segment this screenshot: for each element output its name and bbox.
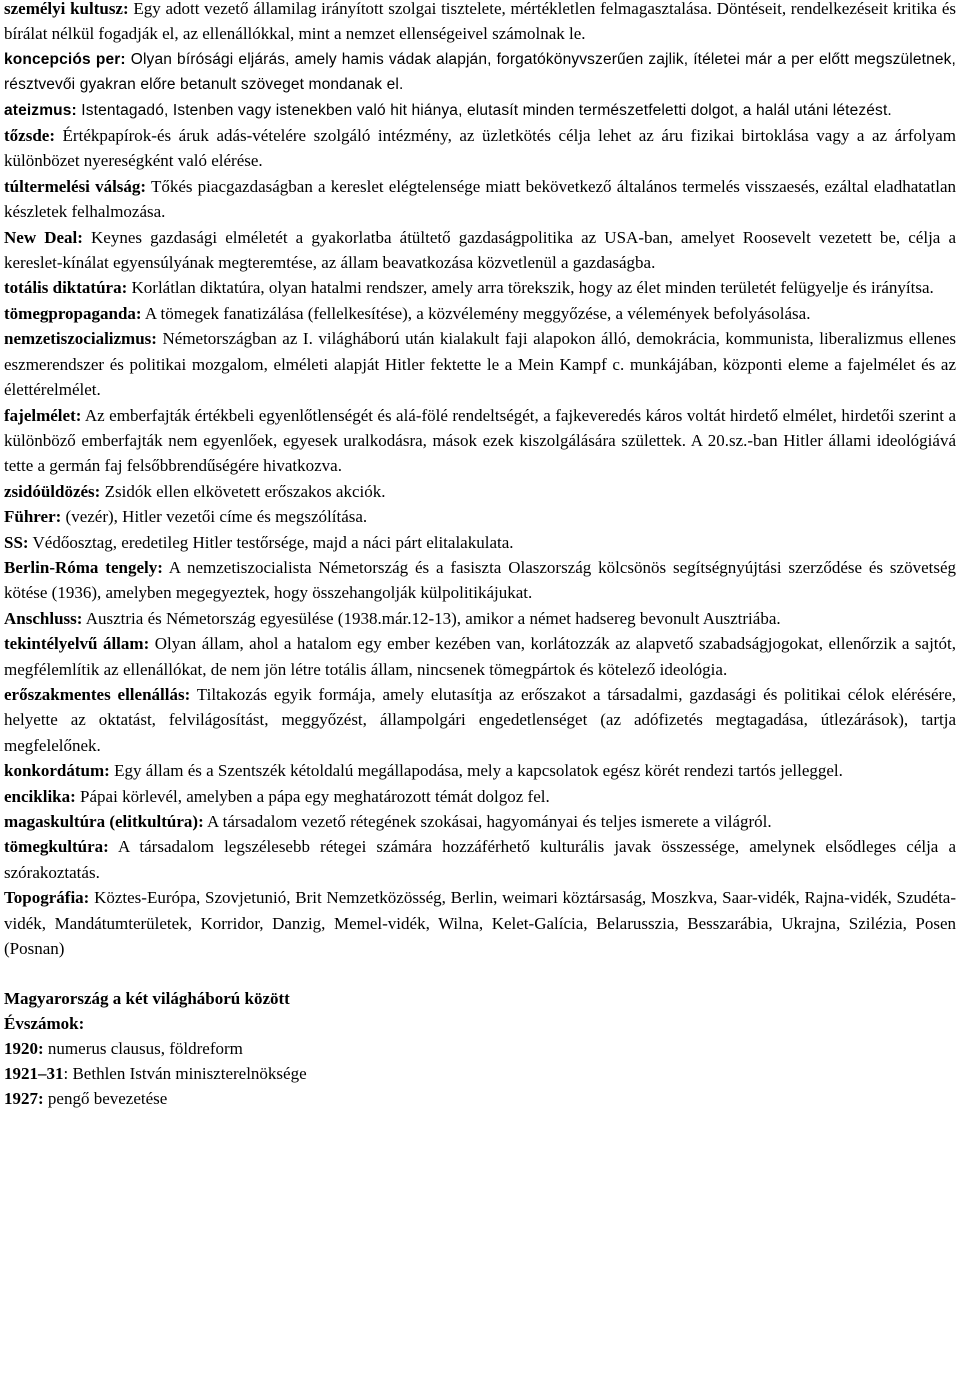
entry-definition: Németországban az I. világháború után kialakult faji alapokon álló, demokrácia, kommunista, liberalizmus ellenes eszmerendszer és politikai mozgalom, elméleti alapját Hitler fektette le a Mein Kampf c. munkájában, központi eleme a fajelmélet és az élettérelmélet.: [4, 329, 956, 400]
entry-definition: Ausztria és Németország egyesülése (1938.már.12-13), amikor a német hadsereg bevonult Ausztriába.: [82, 608, 781, 628]
entry-term: zsidóüldözés:: [4, 481, 101, 501]
event-line: [4, 1061, 956, 1086]
entry-term: túltermelési válság:: [4, 176, 147, 196]
entry-term: Berlin-Róma tengely:: [4, 557, 163, 577]
entry-definition: Tőkés piacgazdaságban a kereslet elégtelensége miatt bekövetkező általános termelés visszaesés, ezáltal eladhatatlan készletek felhalmozása.: [4, 176, 957, 222]
entry-term: Führer:: [4, 507, 62, 527]
entry-definition: Olyan állam, ahol a hatalom egy ember kezében van, korlátozzák az alapvető szabadságjogokat, ellenőrzik a sajtót, megfélemlítik az ellenállókat, de nem jön létre totális állam, nincsenek tömegpártok és kötelező ideológia.: [4, 634, 956, 679]
entry-definition: A nemzetiszocialista Németország és a fasiszta Olaszország kölcsönös segítségnyújtási szerződése és szövetség kötése (1936), amelyben megegyeztek, hogy összehangolják külpolitikájukat.: [4, 557, 956, 603]
entry-definition: Védőosztag, eredetileg Hitler testőrsége, majd a náci párt elitalakulata.: [28, 532, 514, 552]
entry-koncepcios-per: [4, 47, 956, 98]
entry-fajelmelet: [4, 403, 956, 479]
entry-term: koncepciós per:: [4, 50, 126, 68]
entry-term: tőzsde:: [4, 126, 55, 146]
entry-nemzetiszocializmus: [4, 326, 956, 402]
entry-definition: Istentagadó, Istenben vagy istenekben való hit hiánya, elutasít minden természetfeletti dolgot, a halál utáni létezést.: [76, 101, 892, 119]
entry-term: tekintélyelvű állam:: [4, 634, 150, 654]
entry-definition: Tiltakozás egyik formája, amely elutasítja az erőszakot a társadalmi, gazdasági és politikai célok elérésére, helyette az oktatást, felvilágosítást, meggyőzést, állampolgári engedetlenséget (az adófizetés megtagadása, útlezárások), tartja megfelelőnek.: [4, 684, 957, 755]
entry-term: Anschluss:: [4, 608, 83, 628]
entry-term: New Deal:: [4, 227, 83, 247]
entry-definition: A társadalom vezető rétegének szokásai, hagyományai és teljes ismerete a világról.: [203, 812, 772, 831]
entry-term: tömegkultúra:: [4, 837, 109, 857]
entry-definition: A tömegek fanatizálása (fellelkesítése), a közvélemény meggyőzése, a vélemények befolyásolása.: [141, 303, 811, 323]
entry-term: SS:: [4, 532, 29, 552]
entry-tomegkultura: [4, 834, 956, 885]
entry-definition: Köztes-Európa, Szovjetunió, Brit Nemzetközösség, Berlin, weimari köztársaság, Moszkva, Saar-vidék, Rajna-vidék, Szudéta-vidék, Mandátumterületek, Korridor, Danzig, Memel-vidék, Wilna, Kelet-Galícia, Belarusszia, Besszarábia, Ukrajna, Szilézia, Posen (Posnan): [4, 888, 956, 959]
event-line: [4, 1036, 956, 1061]
entry-zsidouldozes: [4, 479, 956, 504]
event-line: [4, 1086, 956, 1111]
entry-konkordatum: [4, 758, 956, 783]
entry-definition: Korlátlan diktatúra, olyan hatalmi rendszer, amely arra törekszik, hogy az élet minden területét felügyelje és irányítsa.: [127, 278, 934, 298]
entry-anschluss: [4, 606, 956, 631]
section-heading: Magyarország a két világháború között: [4, 989, 290, 1009]
entry-ss: [4, 530, 956, 555]
event-year: 1921–31: [4, 1064, 64, 1084]
entry-term: tömegpropaganda:: [4, 303, 142, 323]
entry-magaskultura: [4, 809, 956, 834]
entry-definition: Egy állam és a Szentszék kétoldalú megállapodása, mely a kapcsolatok egész körét rendezi tartós jelleggel.: [109, 761, 843, 781]
entry-term: nemzetiszocializmus:: [4, 329, 157, 349]
entry-term: konkordátum:: [4, 761, 110, 781]
entry-szemelyi-kultusz: [4, 0, 956, 47]
entry-term: enciklika:: [4, 786, 76, 806]
entry-definition: A társadalom legszélesebb rétegei számára hozzáférhető kulturális javak összessége, amelynek elsődleges célja a szórakoztatás.: [4, 837, 956, 882]
entry-tomegpropaganda: [4, 301, 956, 326]
events-label: Évszámok:: [4, 1014, 85, 1034]
entry-topografia: [4, 885, 956, 961]
entry-tekintelyelvu-allam: [4, 631, 956, 682]
entry-fuhrer: [4, 504, 956, 529]
entry-term: Topográfia:: [4, 888, 90, 908]
entry-ateizmus: [4, 98, 956, 123]
entry-definition: (vezér), Hitler vezetői címe és megszólítása.: [61, 507, 368, 527]
entry-term: fajelmélet:: [4, 405, 82, 425]
event-year: 1920:: [4, 1039, 44, 1059]
section-spacer: [4, 961, 956, 986]
event-text: pengő bevezetése: [43, 1089, 168, 1109]
entry-definition: Értékpapírok-és áruk adás-vételére szolgáló intézmény, az üzletkötés célja lehet az áru fizikai birtoklása vagy a az árfolyam különbözet nyereségként való elérése.: [4, 126, 956, 171]
entry-tozsde: [4, 123, 956, 174]
event-text: : Bethlen István miniszterelnöksége: [63, 1064, 307, 1084]
entry-eroszakmentes-ellenallas: [4, 682, 956, 758]
entry-enciklika: [4, 784, 956, 809]
entry-definition: Az emberfajták értékbeli egyenlőtlenségét és alá-fölé rendeltségét, a fajkeveredés káros voltát hirdető elmélet, hirdetői szerint a különböző emberfajták nem egyenlőek, egyesek uralkodásra, mások ezek kiszolgálására születtek. A 20.sz.-ban Hitler állami ideológiává tette a germán faj felsőbbrendűségére hivatkozva.: [4, 405, 956, 476]
entry-definition: Zsidók ellen elkövetett erőszakos akciók.: [100, 481, 386, 501]
event-text: numerus clausus, földreform: [43, 1039, 243, 1059]
entry-term: személyi kultusz:: [4, 0, 129, 18]
entry-term: erőszakmentes ellenállás:: [4, 684, 191, 704]
entry-tultermelesi-valsag: [4, 174, 956, 225]
entry-definition: Olyan bírósági eljárás, amely hamis vádak alapján, forgatókönyvszerűen zajlik, ítéletei már a per előtt megszületnek, résztvevői gyakran előre betanult szöveget mondanak el.: [4, 50, 957, 94]
entry-term: totális diktatúra:: [4, 278, 128, 298]
entry-berlin-roma-tengely: [4, 555, 956, 606]
entry-definition: Keynes gazdasági elméletét a gyakorlatba átültető gazdaságpolitika az USA-ban, amelyet Roosevelt vezetett be, célja a kereslet-kínálat egyensúlyának megteremtése, az állam beavatkozása közvetlenül a gazdaságba.: [4, 227, 956, 273]
entry-definition: Pápai körlevél, amelyben a pápa egy meghatározott témát dolgoz fel.: [75, 786, 550, 806]
entry-definition: Egy adott vezető államilag irányított szolgai tisztelete, mértékletlen felmagasztalása. Döntéseit, rendelkezéseit kritika és bírálat nélkül fogadják el, az ellenállókkal, mint a nemzet ellenségeivel számolnak le.: [4, 0, 956, 44]
entry-term: ateizmus:: [4, 101, 77, 119]
entry-term: magaskultúra (elitkultúra):: [4, 812, 204, 831]
entry-new-deal: [4, 225, 956, 276]
entry-totalis-diktatura: [4, 275, 956, 300]
event-year: 1927:: [4, 1089, 44, 1109]
